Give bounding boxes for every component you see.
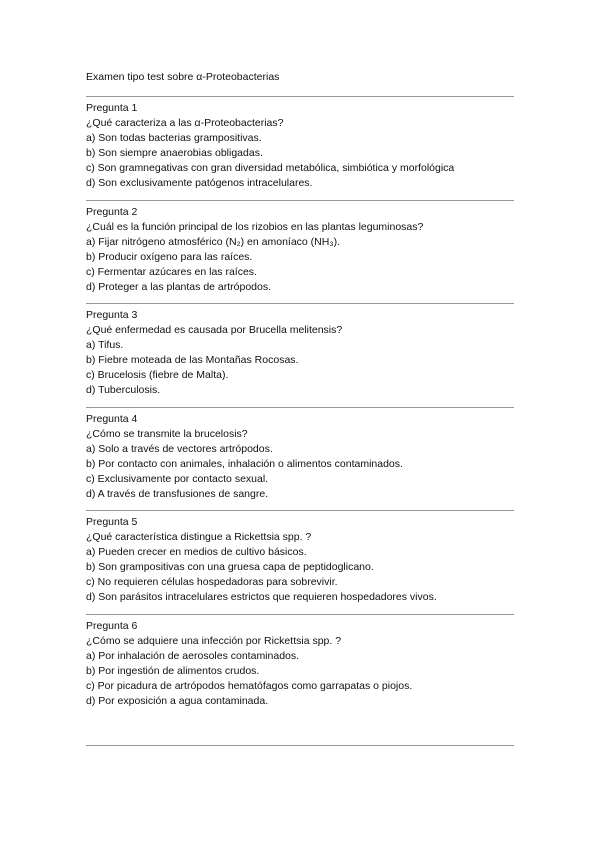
- section-divider: [86, 407, 514, 408]
- answer-option-b: b) Producir oxígeno para las raíces.: [86, 250, 253, 263]
- question-heading: Pregunta 5: [86, 516, 138, 528]
- answer-option-d: d) Son parásitos intracelulares estrictos que requieren hospedadores vivos.: [86, 590, 437, 603]
- answer-option-c: c) Por picadura de artrópodos hematófagos como garrapatas o piojos.: [86, 679, 413, 692]
- answer-option-a: a) Por inhalación de aerosoles contaminados.: [86, 649, 300, 662]
- answer-option-b: b) Son siempre anaerobias obligadas.: [86, 146, 263, 159]
- section-divider: [86, 200, 514, 201]
- answer-option-a: a) Solo a través de vectores artrópodos.: [86, 442, 273, 455]
- answer-option-b: b) Son grampositivas con una gruesa capa de peptidoglicano.: [86, 560, 374, 573]
- answer-option-a: a) Tifus.: [86, 338, 124, 351]
- answer-option-b: b) Por contacto con animales, inhalación o alimentos contaminados.: [86, 457, 403, 470]
- answer-option-a: a) Pueden crecer en medios de cultivo básicos.: [86, 545, 307, 558]
- document-title: Examen tipo test sobre α-Proteobacterias: [86, 71, 280, 83]
- answer-option-c: c) Exclusivamente por contacto sexual.: [86, 472, 269, 485]
- question-heading: Pregunta 3: [86, 309, 138, 321]
- question-heading: Pregunta 6: [86, 620, 138, 632]
- question-block-6: [86, 614, 514, 708]
- question-heading: Pregunta 4: [86, 413, 138, 425]
- bottom-divider: [86, 745, 514, 746]
- answer-option-d: d) Por exposición a agua contaminada.: [86, 694, 269, 707]
- answer-option-c: c) Son gramnegativas con gran diversidad metabólica, simbiótica y morfológica: [86, 161, 455, 174]
- question-block-2: [86, 200, 514, 294]
- question-text: ¿Cuál es la función principal de los rizobios en las plantas leguminosas?: [86, 220, 424, 233]
- answer-option-c: c) Brucelosis (fiebre de Malta).: [86, 368, 229, 381]
- answer-option-d: d) Proteger a las plantas de artrópodos.: [86, 280, 272, 293]
- section-divider: [86, 510, 514, 511]
- question-block-4: [86, 407, 514, 501]
- question-block-3: [86, 303, 514, 397]
- question-text: ¿Cómo se transmite la brucelosis?: [86, 427, 248, 440]
- answer-option-d: d) Son exclusivamente patógenos intracelulares.: [86, 176, 313, 189]
- question-text: ¿Qué enfermedad es causada por Brucella melitensis?: [86, 323, 343, 336]
- answer-option-d: d) A través de transfusiones de sangre.: [86, 487, 269, 500]
- answer-option-a: a) Son todas bacterias grampositivas.: [86, 131, 262, 144]
- question-text: ¿Cómo se adquiere una infección por Rickettsia spp. ?: [86, 634, 342, 647]
- answer-option-a: a) Fijar nitrógeno atmosférico (N₂) en amoníaco (NH₃).: [86, 235, 341, 248]
- section-divider: [86, 614, 514, 615]
- question-block-1: [86, 96, 514, 190]
- answer-option-d: d) Tuberculosis.: [86, 383, 161, 396]
- section-divider: [86, 96, 514, 97]
- answer-option-b: b) Por ingestión de alimentos crudos.: [86, 664, 260, 677]
- question-heading: Pregunta 1: [86, 102, 138, 114]
- answer-option-c: c) Fermentar azúcares en las raíces.: [86, 265, 257, 278]
- answer-option-b: b) Fiebre moteada de las Montañas Rocosas.: [86, 353, 299, 366]
- question-block-5: [86, 510, 514, 604]
- section-divider: [86, 303, 514, 304]
- question-heading: Pregunta 2: [86, 206, 138, 218]
- question-text: ¿Qué característica distingue a Rickettsia spp. ?: [86, 530, 312, 543]
- question-text: ¿Qué caracteriza a las α-Proteobacterias?: [86, 116, 284, 129]
- answer-option-c: c) No requieren células hospedadoras para sobrevivir.: [86, 575, 338, 588]
